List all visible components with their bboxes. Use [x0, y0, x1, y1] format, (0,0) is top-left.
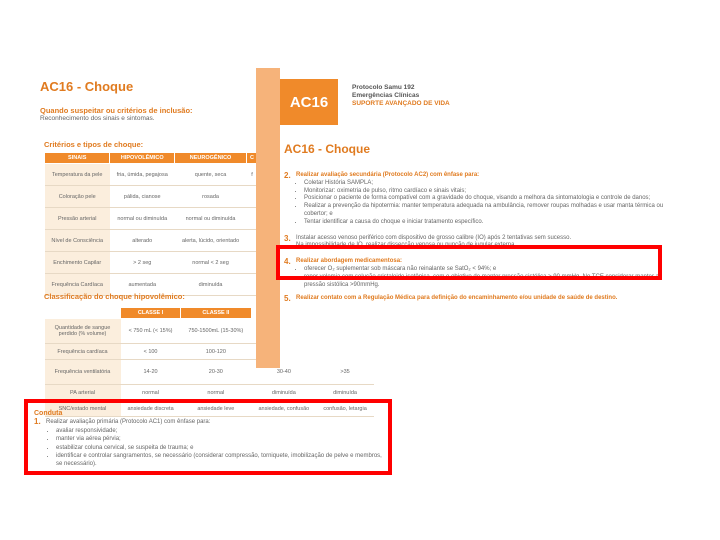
criteria-header: C	[247, 153, 258, 164]
table-cell: ansiedade leve	[181, 401, 251, 417]
classification-header	[45, 308, 121, 319]
criteria-heading: Critérios e tipos de choque:	[44, 140, 144, 149]
table-cell: ansiedade, confusão	[251, 401, 317, 417]
table-cell: quente, seca	[175, 164, 247, 186]
table-cell: Quantidade de sangue perdido (% volume)	[45, 319, 121, 344]
list-item: • avaliar responsividade;	[56, 427, 384, 435]
table-row	[45, 164, 258, 186]
table-cell: Frequência cardíaca	[45, 344, 121, 360]
table-row	[45, 208, 258, 230]
when-suspect-heading: Quando suspeitar ou critérios de inclusão:	[40, 106, 193, 115]
protocol-badge: AC16	[280, 79, 338, 125]
table-cell: 20-30	[181, 360, 251, 385]
right-page-title: AC16 - Choque	[284, 142, 371, 156]
protocol-steps	[284, 172, 664, 306]
table-cell: Temperatura da pele	[45, 164, 110, 186]
criteria-header: NEUROGÊNICO	[175, 153, 247, 164]
list-item: • identificar e controlar sangramentos, se necessário (considerar compressão, torniquete, imobilização de pelve e membros, se necessário).	[56, 452, 384, 469]
conduta-heading: Realizar avaliação primária (Protocolo AC1) com ênfase para:	[46, 419, 211, 426]
conduta-step	[34, 418, 384, 468]
table-cell: alterado	[110, 230, 175, 252]
table-cell: alerta, lúcido, orientado	[175, 230, 247, 252]
table-row	[45, 252, 258, 274]
classification-header: CLASSE II	[181, 308, 251, 319]
criteria-table	[44, 152, 258, 296]
step-list	[296, 180, 664, 227]
list-item: • Tentar identificar a causa do choque e iniciar tratamento específico.	[304, 219, 664, 227]
table-cell: f	[247, 164, 258, 186]
table-cell: normal < 2 seg	[175, 252, 247, 274]
table-cell: < 100	[121, 344, 181, 360]
protocol-step	[284, 295, 664, 303]
table-cell: diminuída	[251, 385, 317, 401]
conduta-title: Conduta	[34, 410, 63, 417]
table-cell: aumentada	[110, 274, 175, 296]
header-line: Protocolo Samu 192	[352, 84, 415, 91]
table-cell: < 750 mL (< 15%)	[121, 319, 181, 344]
list-item: • estabilizar coluna cervical, se suspeita de trauma; e	[56, 444, 384, 452]
criteria-header-row	[45, 153, 258, 164]
list-item: • Posicionar o paciente de forma compatível com a gravidade do choque, visando a melhora da sintomatologia e controle de danos;	[304, 195, 664, 203]
conduta-section	[34, 410, 384, 469]
table-cell: normal	[181, 385, 251, 401]
classification-header: CLASSE I	[121, 308, 181, 319]
table-cell: normal ou diminuída	[175, 208, 247, 230]
table-cell: 14-20	[121, 360, 181, 385]
table-cell: Pressão arterial	[45, 208, 110, 230]
table-cell: 750-1500mL (15-30%)	[181, 319, 251, 344]
list-item: • Coletar História SAMPLA;	[304, 180, 664, 188]
table-cell: Nível de Consciência	[45, 230, 110, 252]
step-number: 1.	[34, 417, 41, 427]
table-cell: confusão, letargia	[317, 401, 374, 417]
table-cell: ansiedade discreta	[121, 401, 181, 417]
page-side-strip	[256, 68, 280, 368]
table-cell: Enchimento Capilar	[45, 252, 110, 274]
criteria-header: HIPOVOLÊMICO	[110, 153, 175, 164]
left-page-title: AC16 - Choque	[40, 79, 134, 94]
step-number: 2.	[284, 171, 291, 180]
list-item: Na impossibilidade de IO, realizar dissecção venosa ou punção de jugular externa.	[296, 242, 517, 249]
step-number: 3.	[284, 233, 291, 243]
list-item: • Monitorizar: oximetria de pulso, ritmo cardíaco e sinais vitais;	[304, 188, 664, 196]
protocol-step	[284, 172, 664, 227]
conduta-list	[46, 427, 384, 469]
table-row	[45, 230, 258, 252]
step-heading: Realizar avaliação secundária (Protocolo AC2) com ênfase para:	[296, 172, 480, 178]
recognition-text: Reconhecimento dos sinais e sintomas.	[40, 115, 155, 122]
table-cell: Coloração pele	[45, 186, 110, 208]
list-item: Instalar acesso venoso periférico com dispositivo de grosso calibre (IO) após 2 tentativas sem sucesso.	[296, 234, 572, 241]
table-cell: 30-40	[251, 360, 317, 385]
step-number: 5.	[284, 294, 291, 304]
inclusion-criteria	[40, 106, 193, 122]
table-cell: PA arterial	[45, 385, 121, 401]
step-number: 4.	[284, 257, 291, 267]
table-cell: fria, úmida, pegajosa	[110, 164, 175, 186]
table-cell: pálida, cianose	[110, 186, 175, 208]
table-cell: 100-120	[181, 344, 251, 360]
page-header	[352, 84, 450, 108]
table-cell: >35	[317, 360, 374, 385]
step-heading: Realizar contato com a Regulação Médica para definição do encaminhamento e/ou unidade de saúde de destino.	[296, 295, 618, 302]
step3-highlight-box	[276, 245, 662, 280]
table-row	[45, 186, 258, 208]
list-item: • repor volemia com solução cristaloide isotônica, com o objetivo de manter pressão sistólica > 90 mmHg. No TCE considerar manter a pressão sistólica >90mmHg.	[304, 274, 664, 290]
table-cell: normal ou diminuída	[110, 208, 175, 230]
step-heading: Realizar abordagem medicamentosa:	[296, 258, 403, 265]
table-cell: rosada	[175, 186, 247, 208]
table-cell: diminuída	[317, 385, 374, 401]
criteria-header: SINAIS	[45, 153, 110, 164]
table-cell: > 2 seg	[110, 252, 175, 274]
list-item: • manter via aérea pérvia;	[56, 435, 384, 443]
table-cell: normal	[121, 385, 181, 401]
classification-heading: Classificação do choque hipovolêmico:	[44, 292, 185, 301]
header-line: SUPORTE AVANÇADO DE VIDA	[352, 100, 450, 107]
table-cell: diminuída	[175, 274, 247, 296]
list-item: • Realizar a prevenção da hipotermia: manter temperatura adequada na ambulância, remover roupas molhadas e usar manta térmica ou cobertor; e	[304, 203, 664, 219]
table-cell: Frequência ventilatória	[45, 360, 121, 385]
table-cell: Frequência Cardíaca	[45, 274, 110, 296]
list-item: • oferecer O₂ suplementar sob máscara não reinalante se SatO₂ < 94%; e	[304, 266, 664, 274]
header-line: Emergências Clínicas	[352, 92, 420, 99]
table-cell: SNC/estado mental	[45, 401, 121, 417]
